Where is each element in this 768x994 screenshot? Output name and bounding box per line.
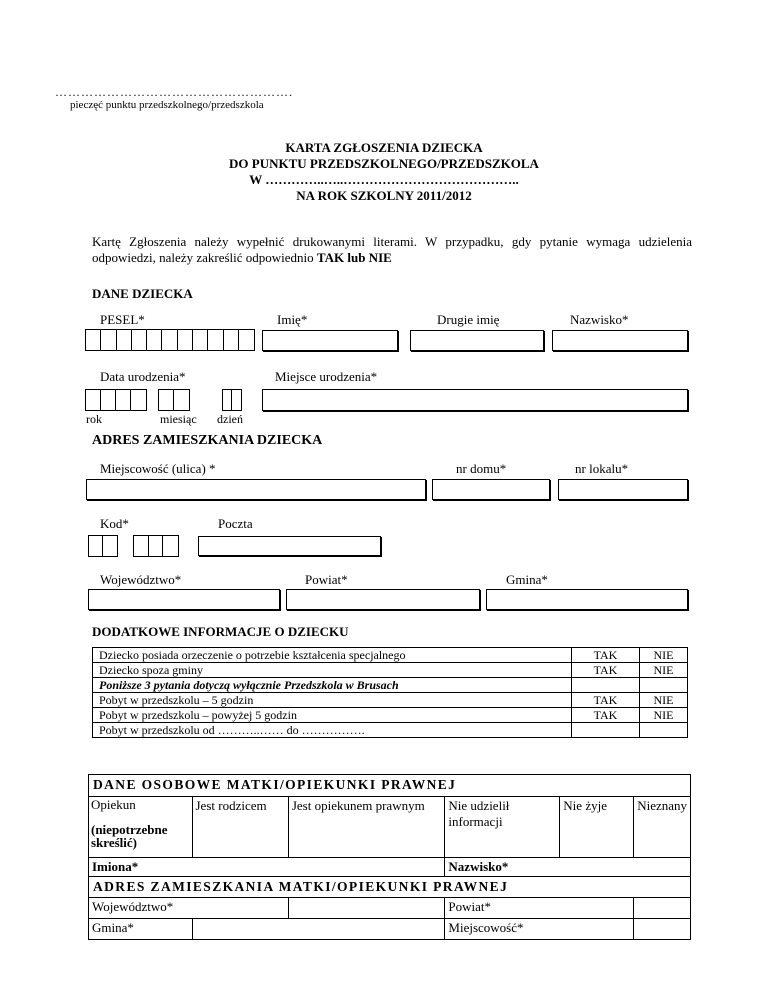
guardian-label: Opiekun bbox=[91, 797, 136, 812]
mother-town-label: Miejscowość* bbox=[445, 919, 634, 940]
second-name-field[interactable] bbox=[410, 330, 544, 351]
yes-option[interactable]: TAK bbox=[572, 648, 640, 663]
title-line2: DO PUNKTU PRZEDSZKOLNEGO/PRZEDSZKOLA bbox=[229, 156, 539, 171]
guardian-cell bbox=[89, 797, 193, 858]
address-heading: ADRES ZAMIESZKANIA DZIECKA bbox=[92, 433, 323, 448]
row-label[interactable]: Pobyt w przedszkolu od ………..…… do ……………. bbox=[93, 723, 572, 738]
commune-field[interactable] bbox=[486, 589, 688, 610]
no-option bbox=[640, 723, 688, 738]
pesel-field[interactable] bbox=[85, 329, 255, 351]
surname-label: Nazwisko* bbox=[570, 312, 629, 327]
mother-commune-label: Gmina* bbox=[89, 919, 193, 940]
table-row bbox=[89, 898, 691, 919]
mother-surname-label: Nazwisko* bbox=[445, 858, 691, 877]
county-field[interactable] bbox=[286, 589, 480, 610]
child-heading: DANE DZIECKA bbox=[92, 286, 193, 301]
birth-year-field[interactable] bbox=[85, 389, 147, 411]
no-option bbox=[640, 678, 688, 693]
no-option[interactable]: NIE bbox=[640, 708, 688, 723]
row-label: Dziecko spoza gminy bbox=[93, 663, 572, 678]
yes-option[interactable]: TAK bbox=[572, 663, 640, 678]
house-no-field[interactable] bbox=[432, 479, 550, 500]
stamp-dots: ………………………………………………. bbox=[55, 85, 293, 99]
title-line4: NA ROK SZKOLNY 2011/2012 bbox=[296, 188, 472, 203]
opt-unknown[interactable]: Nieznany bbox=[634, 797, 691, 858]
mother-county-value[interactable] bbox=[634, 898, 691, 919]
mother-town-value[interactable] bbox=[634, 919, 691, 940]
postcode-part1-field[interactable] bbox=[88, 535, 118, 557]
table-row bbox=[93, 648, 688, 663]
opt-guardian[interactable]: Jest opiekunem prawnym bbox=[288, 797, 445, 858]
flat-no-label: nr lokalu* bbox=[575, 461, 629, 476]
intro-bold: TAK lub NIE bbox=[316, 250, 392, 265]
mother-county-label: Powiat* bbox=[445, 898, 634, 919]
yes-option bbox=[572, 723, 640, 738]
intro-paragraph bbox=[92, 234, 692, 266]
mother-heading: DANE OSOBOWE MATKI/OPIEKUNKI PRAWNEJ bbox=[89, 775, 691, 797]
extra-info-table bbox=[92, 647, 688, 738]
postcode-label: Kod* bbox=[100, 516, 129, 531]
row-label: Dziecko posiada orzeczenie o potrzebie kształcenia specjalnego bbox=[93, 648, 572, 663]
title-line1: KARTA ZGŁOSZENIA DZIECKA bbox=[285, 140, 483, 155]
no-option[interactable]: NIE bbox=[640, 648, 688, 663]
mother-table bbox=[88, 774, 691, 940]
opt-dead[interactable]: Nie żyje bbox=[560, 797, 634, 858]
extra-heading: DODATKOWE INFORMACJE O DZIECKU bbox=[92, 624, 349, 639]
pesel-label: PESEL* bbox=[100, 312, 145, 327]
birth-day-field[interactable] bbox=[222, 389, 242, 411]
post-office-label: Poczta bbox=[218, 516, 253, 531]
yes-option bbox=[572, 678, 640, 693]
table-row bbox=[89, 775, 691, 797]
birth-place-label: Miejsce urodzenia* bbox=[275, 369, 378, 384]
no-option[interactable]: NIE bbox=[640, 693, 688, 708]
table-row bbox=[93, 678, 688, 693]
second-name-label: Drugie imię bbox=[437, 312, 500, 327]
voivodeship-label: Województwo* bbox=[100, 572, 182, 587]
table-row bbox=[89, 858, 691, 877]
strike-note: (niepotrzebne skreślić) bbox=[91, 822, 168, 850]
table-row bbox=[89, 797, 691, 858]
table-row bbox=[93, 708, 688, 723]
birth-month-field[interactable] bbox=[158, 389, 190, 411]
opt-parent[interactable]: Jest rodzicem bbox=[192, 797, 288, 858]
mother-voivodeship-label: Województwo* bbox=[89, 898, 289, 919]
table-row bbox=[93, 723, 688, 738]
flat-no-field[interactable] bbox=[558, 479, 688, 500]
town-street-field[interactable] bbox=[86, 479, 426, 500]
mother-voivodeship-value[interactable] bbox=[288, 898, 445, 919]
row-label: Poniższe 3 pytania dotyczą wyłącznie Przedszkola w Brusach bbox=[93, 678, 572, 693]
title-line3: W …………..…..………………………………….. bbox=[249, 172, 519, 187]
town-street-label: Miejscowość (ulica) * bbox=[100, 461, 216, 476]
no-option[interactable]: NIE bbox=[640, 663, 688, 678]
yes-option[interactable]: TAK bbox=[572, 693, 640, 708]
county-label: Powiat* bbox=[305, 572, 348, 587]
voivodeship-field[interactable] bbox=[88, 589, 280, 610]
first-names-label: Imiona* bbox=[89, 858, 445, 877]
month-label: miesiąc bbox=[160, 412, 197, 426]
post-office-field[interactable] bbox=[198, 536, 381, 556]
birth-date-label: Data urodzenia* bbox=[100, 369, 186, 384]
house-no-label: nr domu* bbox=[456, 461, 507, 476]
table-row bbox=[93, 663, 688, 678]
opt-noinfo[interactable]: Nie udzielił informacji bbox=[445, 797, 560, 858]
first-name-field[interactable] bbox=[262, 330, 398, 351]
form-title bbox=[0, 140, 768, 204]
intro-text: Kartę Zgłoszenia należy wypełnić drukowanymi literami. W przypadku, gdy pytanie wymaga udzielenia odpowiedzi, należy zakreślić odpowiednio bbox=[92, 234, 692, 265]
mother-address-heading: ADRES ZAMIESZKANIA MATKI/OPIEKUNKI PRAWNEJ bbox=[89, 877, 691, 898]
year-label: rok bbox=[86, 412, 102, 426]
mother-commune-value[interactable] bbox=[192, 919, 445, 940]
first-name-label: Imię* bbox=[277, 312, 308, 327]
row-label: Pobyt w przedszkolu – 5 godzin bbox=[93, 693, 572, 708]
yes-option[interactable]: TAK bbox=[572, 708, 640, 723]
day-label: dzień bbox=[217, 412, 243, 426]
surname-field[interactable] bbox=[552, 330, 688, 351]
postcode-part2-field[interactable] bbox=[133, 535, 179, 557]
row-label: Pobyt w przedszkolu – powyżej 5 godzin bbox=[93, 708, 572, 723]
stamp-label: pieczęć punktu przedszkolnego/przedszkola bbox=[70, 99, 264, 111]
table-row bbox=[93, 693, 688, 708]
commune-label: Gmina* bbox=[506, 572, 548, 587]
birth-place-field[interactable] bbox=[262, 389, 688, 411]
table-row bbox=[89, 919, 691, 940]
table-row bbox=[89, 877, 691, 898]
